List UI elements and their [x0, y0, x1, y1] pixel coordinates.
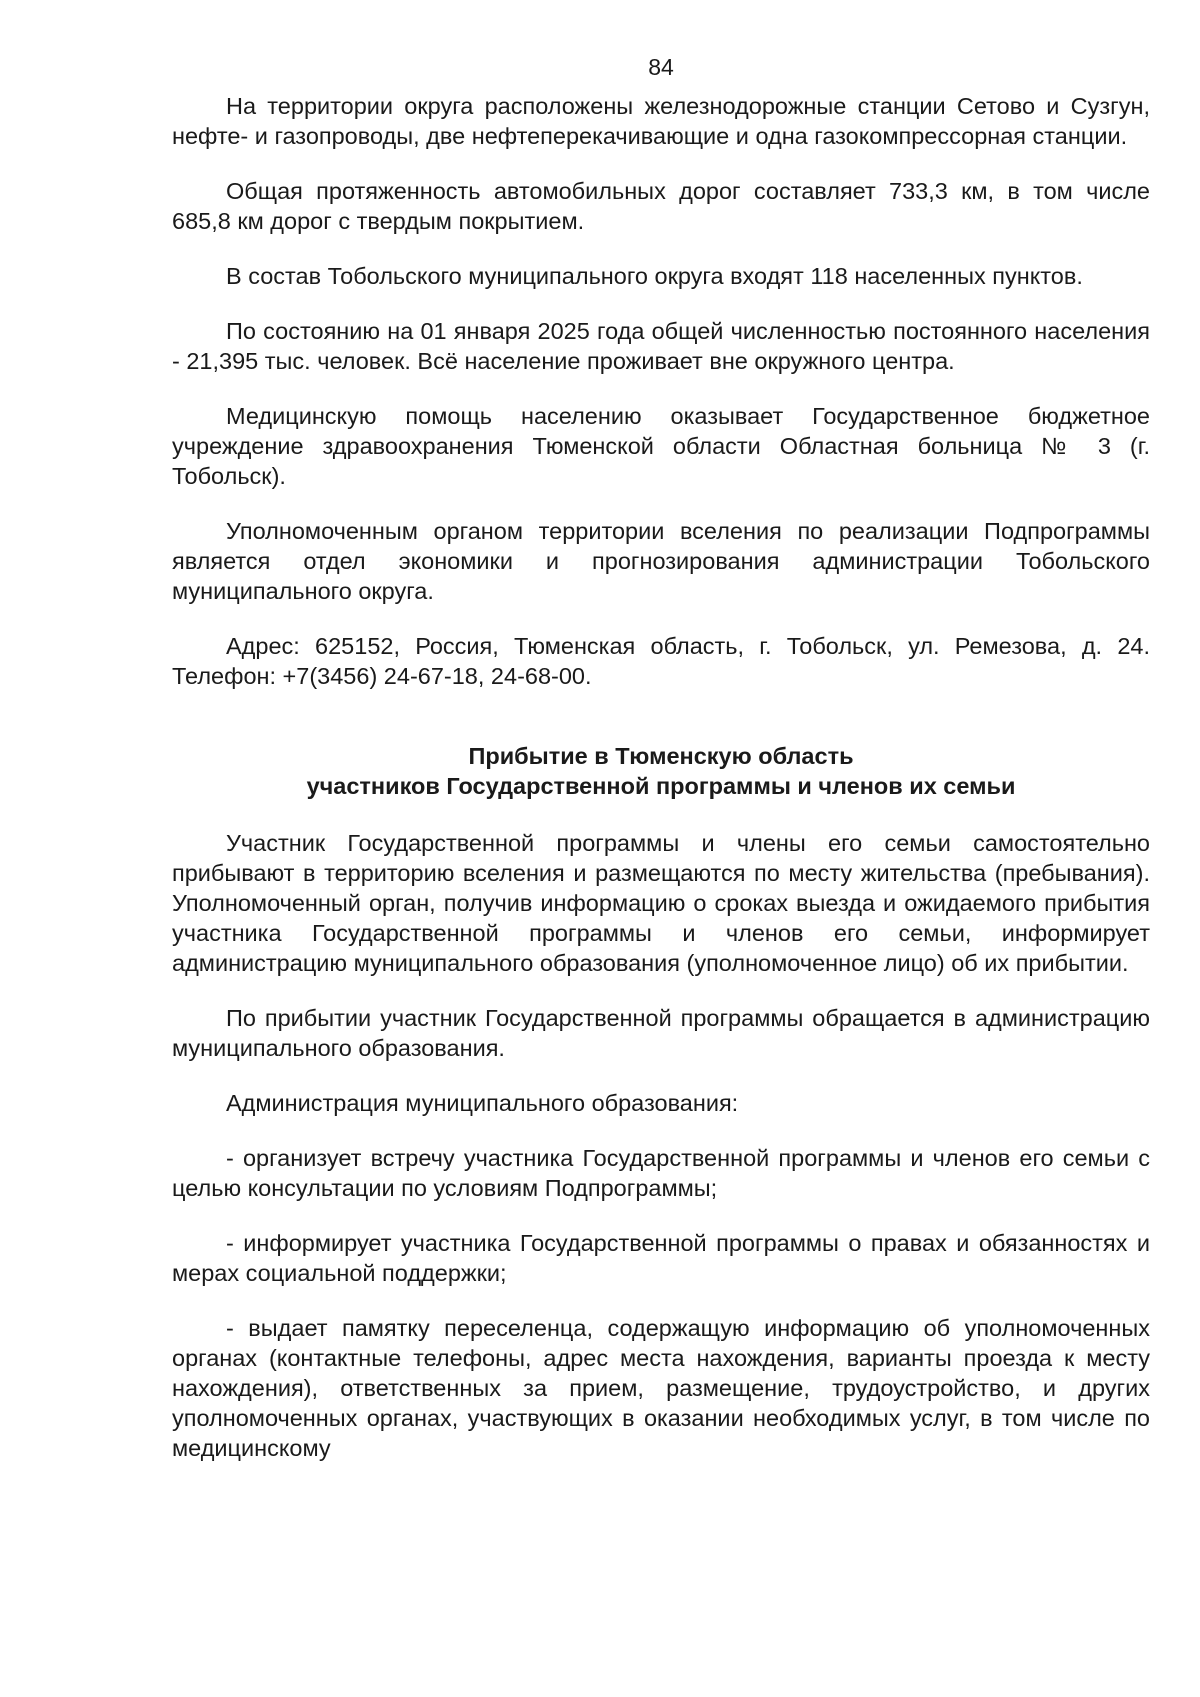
- list-item-informs: - информирует участника Государственной программы о правах и обязанностях и мерах социальной поддержки;: [172, 1230, 1150, 1286]
- paragraph-roads: Общая протяженность автомобильных дорог составляет 733,3 км, в том числе 685,8 км дорог с твердым покрытием.: [172, 178, 1150, 234]
- section-heading: [172, 741, 1150, 801]
- paragraph-administration: Администрация муниципального образования:: [226, 1090, 739, 1116]
- paragraph-medical: Медицинскую помощь населению оказывает Государственное бюджетное учреждение здравоохранения Тюменской области Областная больница № 3 (г. Тобольск).: [172, 403, 1150, 489]
- paragraph-upon-arrival: По прибытии участник Государственной программы обращается в администрацию муниципального образования.: [172, 1005, 1150, 1061]
- paragraph-stations: На территории округа расположены железнодорожные станции Сетово и Сузгун, нефте- и газопроводы, две нефтеперекачивающие и одна газокомпрессорная станции.: [172, 93, 1150, 149]
- paragraph-address: Адрес: 625152, Россия, Тюменская область, г. Тобольск, ул. Ремезова, д. 24. Телефон: +7(3456) 24-67-18, 24-68-00.: [172, 633, 1150, 689]
- list-item-memo: - выдает памятку переселенца, содержащую информацию об уполномоченных органах (контактные телефоны, адрес места нахождения, варианты проезда к месту нахождения), ответственных за прием, размещение, трудоустройство, и других уполномоченных органах, участвующих в оказании необходимых услуг, в том числе по медицинскому: [172, 1315, 1150, 1461]
- section-heading-line-2: участников Государственной программы и членов их семьи: [306, 773, 1016, 799]
- paragraph-settlements: В состав Тобольского муниципального округа входят 118 населенных пунктов.: [226, 263, 1083, 289]
- page-number: 84: [648, 54, 674, 80]
- paragraph-arrival: Участник Государственной программы и члены его семьи самостоятельно прибывают в территорию вселения и размещаются по месту жительства (пребывания). Уполномоченный орган, получив информацию о сроках выезда и ожидаемого прибытия участника Государственной программы и членов его семьи, информирует администрацию муниципального образования (уполномоченное лицо) об их прибытии.: [172, 830, 1150, 976]
- list-item-meeting: - организует встречу участника Государственной программы и членов его семьи с целью консультации по условиям Подпрограммы;: [172, 1145, 1150, 1201]
- section-heading-line-1: Прибытие в Тюменскую область: [468, 743, 854, 769]
- paragraph-authorized-body: Уполномоченным органом территории вселения по реализации Подпрограммы является отдел экономики и прогнозирования администрации Тобольского муниципального округа.: [172, 518, 1150, 604]
- document-page: [172, 52, 1150, 1463]
- paragraph-population: По состоянию на 01 января 2025 года общей численностью постоянного населения - 21,395 тыс. человек. Всё население проживает вне окружного центра.: [172, 318, 1150, 374]
